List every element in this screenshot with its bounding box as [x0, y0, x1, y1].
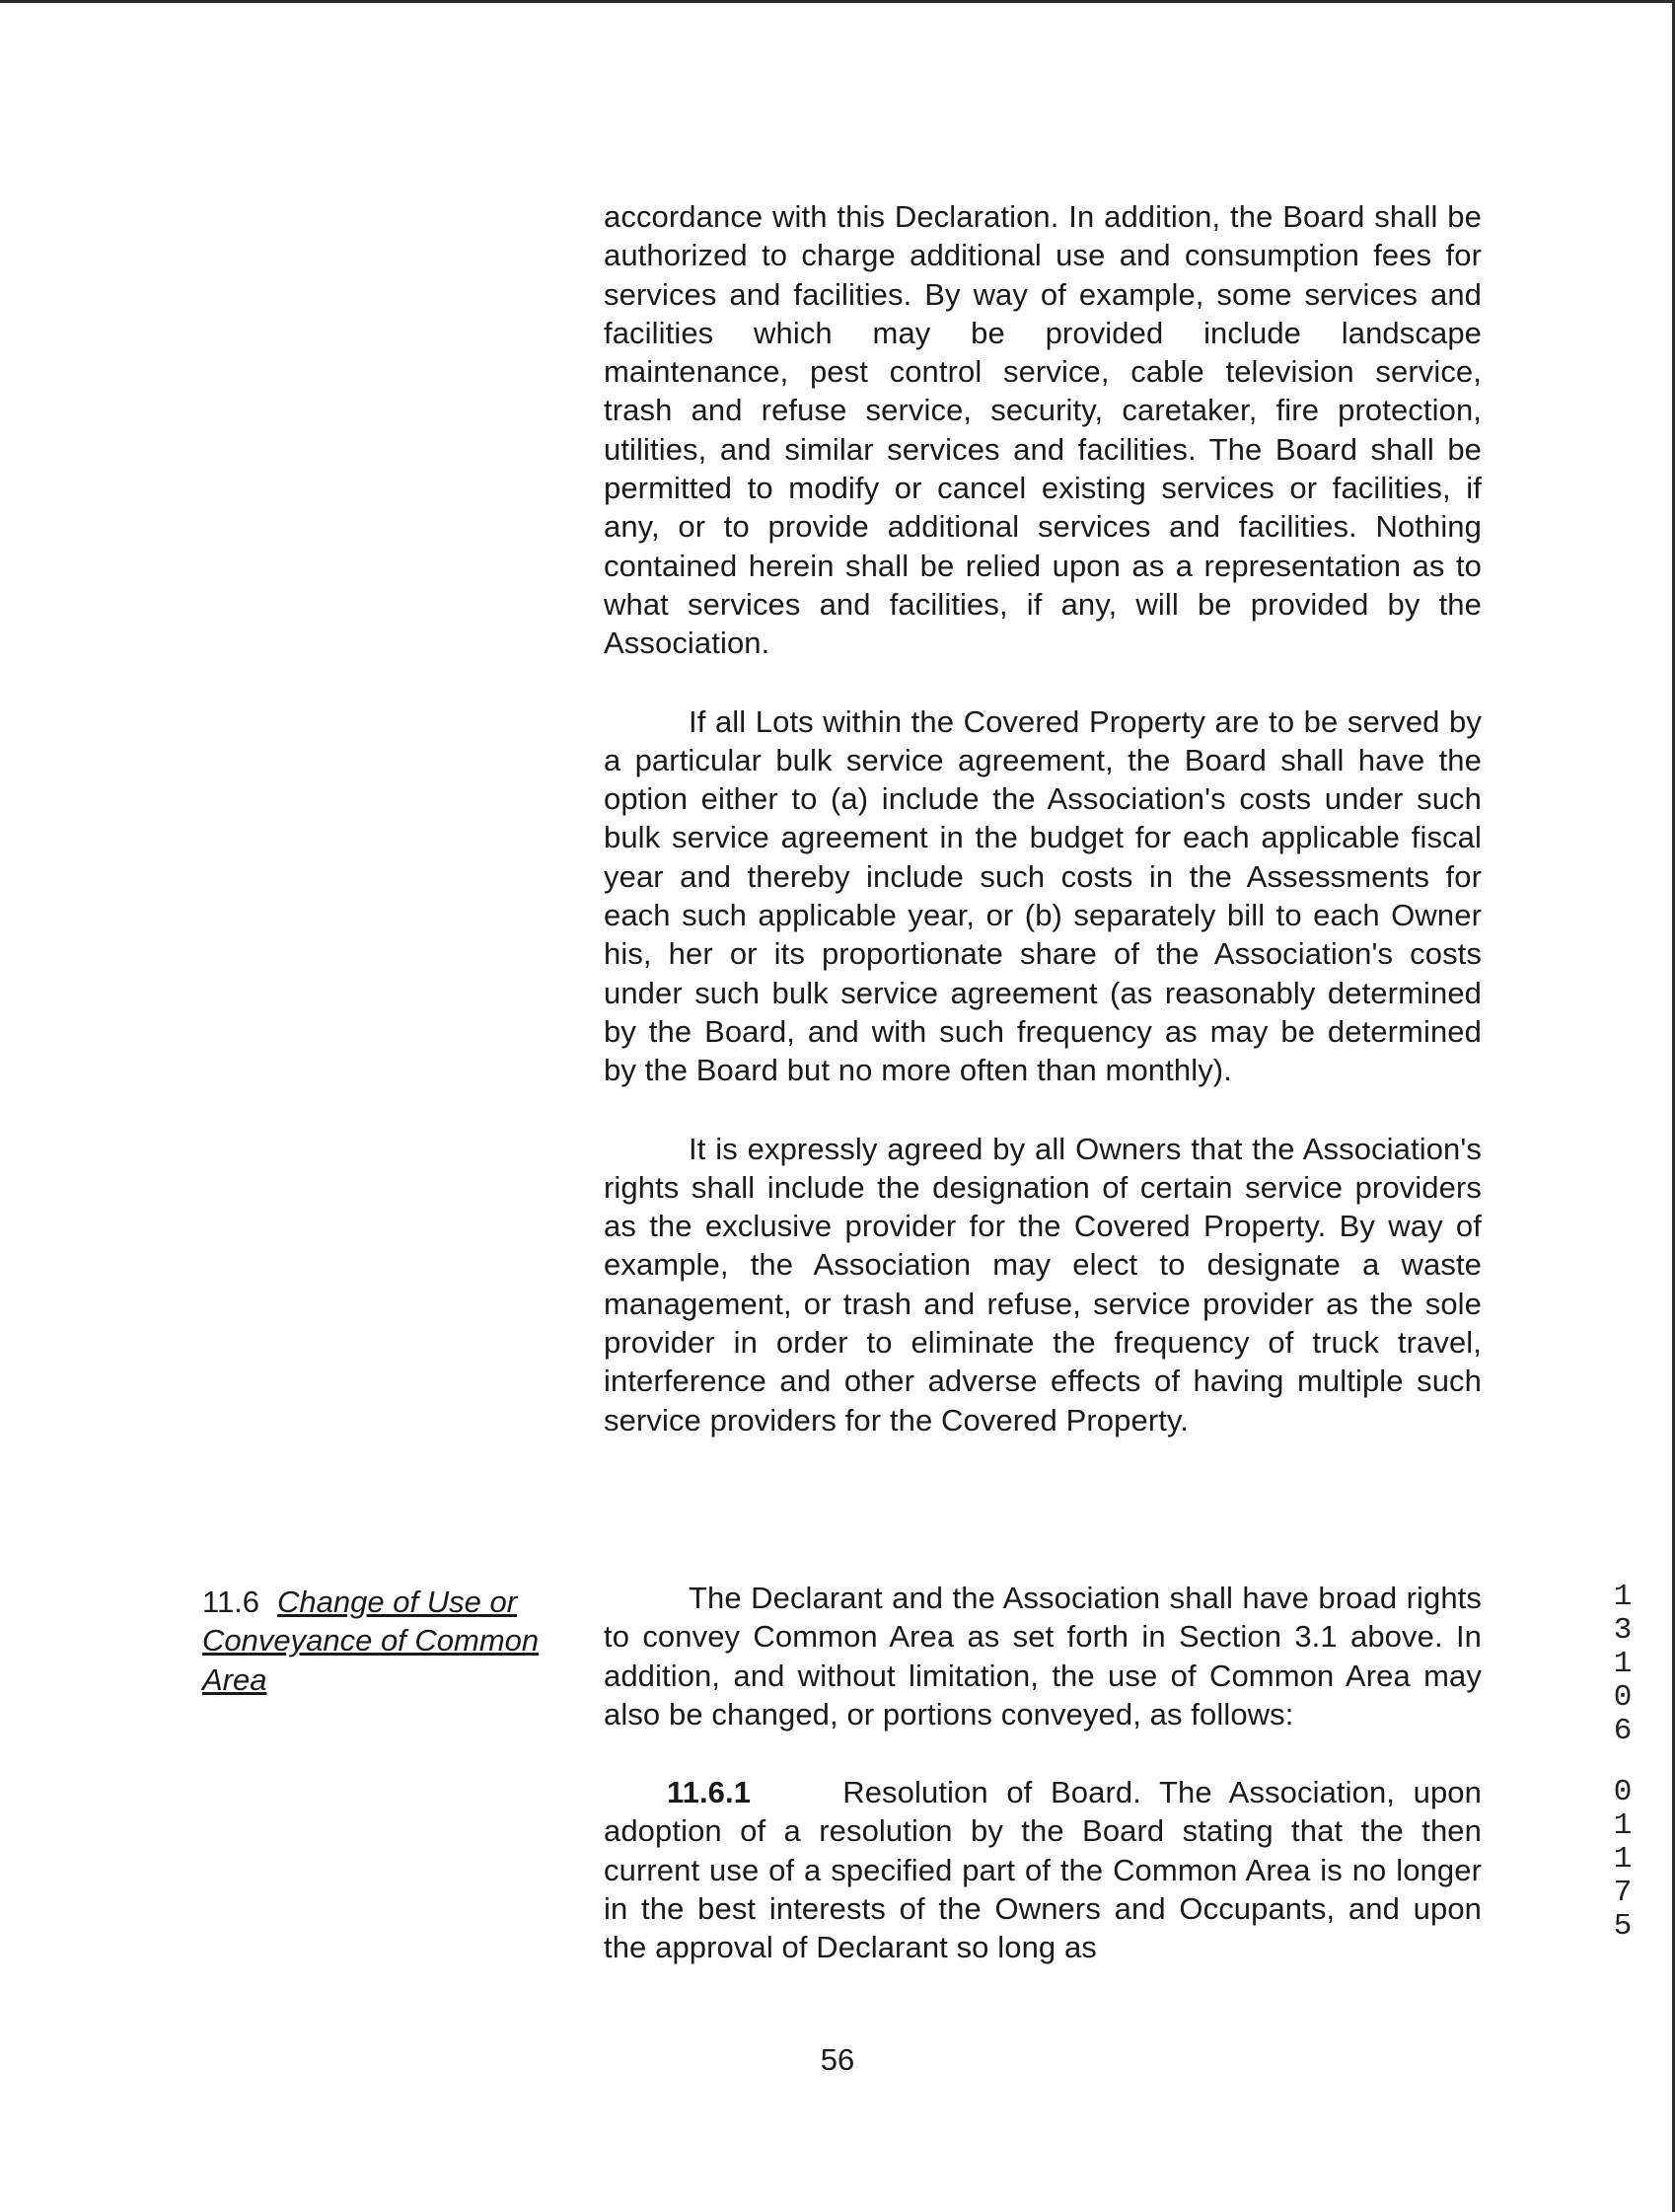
stamp-digit: 0	[1613, 1775, 1633, 1809]
body-text-column	[604, 197, 1482, 1479]
stamp-digit: 6	[1613, 1714, 1633, 1748]
stamp-digit: 1	[1613, 1580, 1633, 1614]
stamp-gap	[1610, 1748, 1636, 1776]
section-body-column	[604, 1579, 1482, 2007]
stamp-digit: 1	[1613, 1842, 1633, 1877]
page-number: 56	[820, 2042, 855, 2077]
stamp-digit: 0	[1613, 1680, 1633, 1715]
stamp-digit: 1	[1613, 1808, 1633, 1843]
section-number: 11.6	[202, 1585, 260, 1619]
stamp-digit: 5	[1613, 1909, 1633, 1944]
paragraph-subsection	[604, 1773, 1482, 1966]
recording-stamp	[1610, 1581, 1636, 1944]
subsection-text: Resolution of Board. The Association, upon adoption of a resolution by the Board stating that the then current use of a specified part of the Common Area is no longer in the best interests of the Owners and Occupants, and upon the approval of Declarant so long as	[604, 1775, 1482, 1965]
paragraph-services-facilities: accordance with this Declaration. In addition, the Board shall be authorized to charge additional use and consumption fees for services and facilities. By way of example, some services and facilities which may be provided include landscape maintenance, pest control service, cable television service, trash and refuse service, security, caretaker, fire protection, utilities, and similar services and facilities. The Board shall be permitted to modify or cancel existing services or facilities, if any, or to provide additional services and facilities. Nothing contained herein shall be relied upon as a representation as to what services and facilities, if any, will be provided by the Association.	[604, 199, 1482, 661]
scan-edge-top	[0, 0, 1675, 3]
stamp-digit: 7	[1613, 1876, 1633, 1910]
stamp-digit: 1	[1613, 1647, 1633, 1681]
section-title: Change of Use or Conveyance of Common Area	[202, 1585, 540, 1697]
paragraph-section-intro: The Declarant and the Association shall have broad rights to convey Common Area as set forth in Section 3.1 above. In addition, and without limitation, the use of Common Area may also be changed, or portions conveyed, as follows:	[604, 1581, 1482, 1732]
paragraph-exclusive-provider: It is expressly agreed by all Owners that the Association's rights shall include the designation of certain service providers as the exclusive provider for the Covered Property. By way of example, the Association may elect to designate a waste management, or trash and refuse, service provider as the sole provider in order to eliminate the frequency of truck travel, interference and other adverse effects of having multiple such service providers for the Covered Property.	[604, 1131, 1482, 1438]
stamp-digit: 3	[1613, 1613, 1633, 1648]
section-heading	[202, 1583, 587, 1699]
subsection-number: 11.6.1	[667, 1775, 752, 1810]
paragraph-bulk-service-agreement: If all Lots within the Covered Property are to be served by a particular bulk service agreement, the Board shall have the option either to (a) include the Association's costs under such bulk service agreement in the budget for each applicable fiscal year and thereby include such costs in the Assessments for each such applicable year, or (b) separately bill to each Owner his, her or its proportionate share of the Association's costs under such bulk service agreement (as reasonably determined by the Board, and with such frequency as may be determined by the Board but no more often than monthly).	[604, 703, 1482, 1088]
